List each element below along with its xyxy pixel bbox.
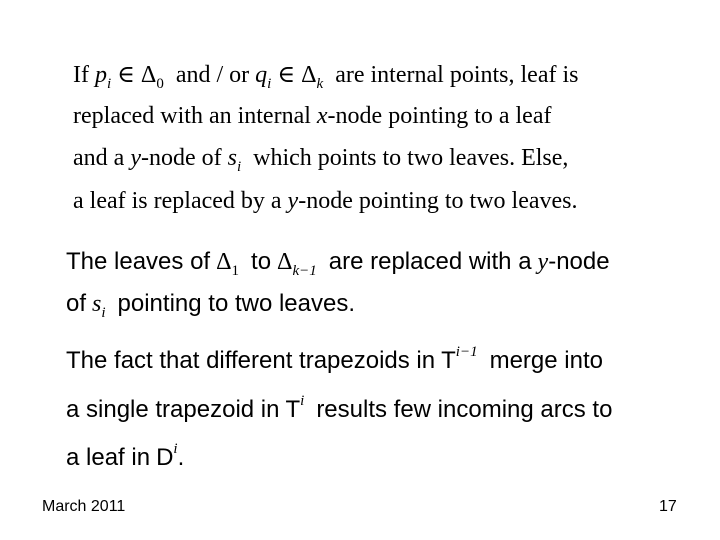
math-s-subscript: i	[236, 159, 242, 175]
text-segment: The fact that different trapezoids in	[66, 347, 436, 374]
math-T-superscript: i−1	[455, 344, 478, 360]
math-delta: Δ	[216, 249, 232, 275]
text-segment: -node pointing to two leaves.	[298, 188, 578, 214]
math-x: x	[316, 103, 328, 129]
text-and-or: and / or	[175, 62, 250, 88]
paragraph-1-line-3	[73, 145, 569, 175]
math-T: T	[441, 347, 456, 374]
paragraph-2-line-1	[66, 248, 610, 279]
text-period: .	[177, 444, 185, 471]
text-segment: -node	[548, 248, 610, 275]
math-D-superscript: i	[173, 441, 178, 457]
paragraph-3-line-3	[66, 441, 185, 472]
math-D: D	[156, 444, 174, 471]
text-segment: -node of	[140, 145, 222, 171]
math-y: y	[537, 249, 549, 275]
math-s: s	[92, 291, 102, 317]
text-segment: replaced with an internal	[73, 103, 311, 129]
text-if: If	[73, 62, 89, 88]
paragraph-1-line-4	[73, 188, 577, 215]
math-T-superscript: i	[300, 393, 305, 409]
text-segment: The leaves of	[66, 248, 211, 275]
text-segment: of	[66, 290, 87, 317]
math-delta-subscript-1: 1	[231, 263, 240, 279]
math-y: y	[287, 188, 299, 214]
math-T: T	[285, 396, 301, 423]
text-segment: pointing to two leaves.	[117, 290, 356, 317]
paragraph-2-line-2	[66, 290, 356, 321]
text-internal-points: are internal points, leaf is	[335, 62, 579, 88]
text-segment: merge into	[489, 347, 603, 374]
math-q: q	[255, 62, 268, 88]
math-delta: Δ	[277, 249, 293, 275]
math-q-subscript: i	[267, 76, 272, 92]
text-segment: a leaf is replaced by a	[73, 188, 282, 214]
math-p: p	[94, 62, 107, 88]
footer-date: March 2011	[42, 498, 126, 515]
text-segment: a leaf in	[66, 444, 151, 471]
math-delta: Δ	[140, 62, 157, 88]
math-s: s	[227, 145, 237, 171]
math-element-of: ∈	[277, 62, 296, 88]
text-segment: are replaced with a	[328, 248, 532, 275]
text-segment: a single trapezoid in	[66, 396, 280, 423]
math-y: y	[130, 145, 141, 171]
text-segment: and a	[73, 145, 125, 171]
math-delta-subscript-k: k	[316, 76, 324, 92]
math-delta: Δ	[301, 62, 317, 88]
text-segment: results few incoming arcs to	[316, 396, 613, 423]
text-segment: to	[251, 248, 272, 275]
math-element-of: ∈	[117, 62, 135, 88]
math-delta-subscript-0: 0	[156, 76, 164, 92]
paragraph-1-line-2	[73, 103, 551, 130]
text-segment: -node pointing to a leaf	[327, 103, 552, 129]
paragraph-3-line-2	[66, 393, 613, 424]
page-number: 17	[659, 498, 677, 515]
paragraph-1-line-1	[73, 60, 579, 92]
math-delta-subscript-k-minus-1: k−1	[292, 263, 317, 279]
math-s-subscript: i	[101, 305, 106, 321]
math-p-subscript: i	[106, 76, 112, 92]
paragraph-3-line-1	[66, 344, 603, 375]
text-segment: which points to two leaves. Else,	[253, 145, 569, 171]
